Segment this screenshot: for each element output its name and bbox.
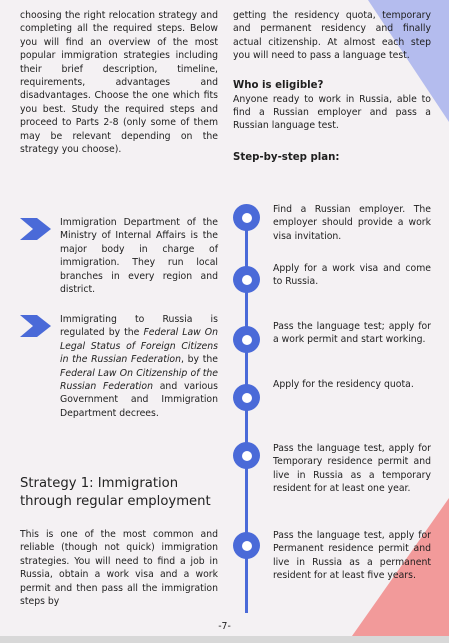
left-column: [20, 9, 218, 156]
chevron-right-icon: [20, 315, 51, 337]
intro-paragraph: choosing the right relocation strategy and completing all the required steps. Below you will find an overview of the most popular immigration strategies including their brief description, timeline, requirements, advantages and disadvantages. Choose the one which fits you best. Study the required steps and proceed to Parts 2-8 (only some of them may be relevant depending on the strategy you choose).: [20, 10, 218, 156]
step-3: Pass the language test; apply for a work permit and start working.: [273, 321, 431, 346]
timeline-node-icon: [233, 384, 260, 411]
bottom-bar: [0, 636, 449, 643]
federal-law-legal-status: Federal Law On Legal Status of Foreign Citizens in the Russian Federation: [60, 327, 218, 366]
step-1: Find a Russian employer. The employer should provide a work visa invitation.: [273, 204, 431, 242]
callout-text-run: and various Government and Immigration Department decrees.: [60, 381, 218, 419]
callout-text-run: , by the: [181, 354, 218, 366]
page-number: -7-: [218, 621, 231, 632]
strategy-intro: [20, 528, 218, 608]
timeline-node-icon: [233, 532, 260, 559]
eligible-heading: Who is eligible?: [233, 79, 324, 91]
timeline-node-icon: [233, 442, 260, 469]
callout-text: [60, 313, 218, 420]
step-6: Pass the language test, apply for Permanent residence permit and live in Russia as a permanent resident for at least five years.: [273, 530, 431, 582]
eligible-text: Anyone ready to work in Russia, able to find a Russian employer and pass a Russian language test.: [233, 93, 431, 132]
step-4: Apply for the residency quota.: [273, 379, 414, 390]
callout-immigration-department: [20, 216, 218, 296]
strategy-intro-text: This is one of the most common and reliable (though not quick) immigration strategies. You will need to find a job in Russia, obtain a work visa and a work permit and then pass all the immigration steps by: [20, 529, 218, 608]
right-column: [233, 9, 431, 165]
continued-paragraph: getting the residency quota, temporary and permanent residency and finally actual citizenship. At almost each step you will need to pass a language test.: [233, 10, 431, 62]
step-2: Apply for a work visa and come to Russia.: [273, 263, 431, 288]
timeline-node-icon: [233, 266, 260, 293]
federal-law-citizenship: Federal Law On Citizenship of the Russian Federation: [60, 367, 218, 393]
plan-heading: Step-by-step plan:: [233, 151, 340, 163]
step-5: Pass the language test, apply for Temporary residence permit and live in Russia as a temporary resident for at least one year.: [273, 443, 431, 495]
callout-legal-framework: [20, 313, 218, 420]
callout-text: Immigration Department of the Ministry of Internal Affairs is the major body in charge of immigration. They run local branches in every region and district.: [60, 217, 218, 296]
strategy-heading: Strategy 1: Immigration through regular employment: [20, 476, 211, 509]
callout-text-run: Immigrating to Russia is regulated by the: [60, 314, 218, 339]
timeline-node-icon: [233, 204, 260, 231]
chevron-right-icon: [20, 218, 51, 240]
timeline-node-icon: [233, 326, 260, 353]
step-timeline: [233, 203, 433, 615]
